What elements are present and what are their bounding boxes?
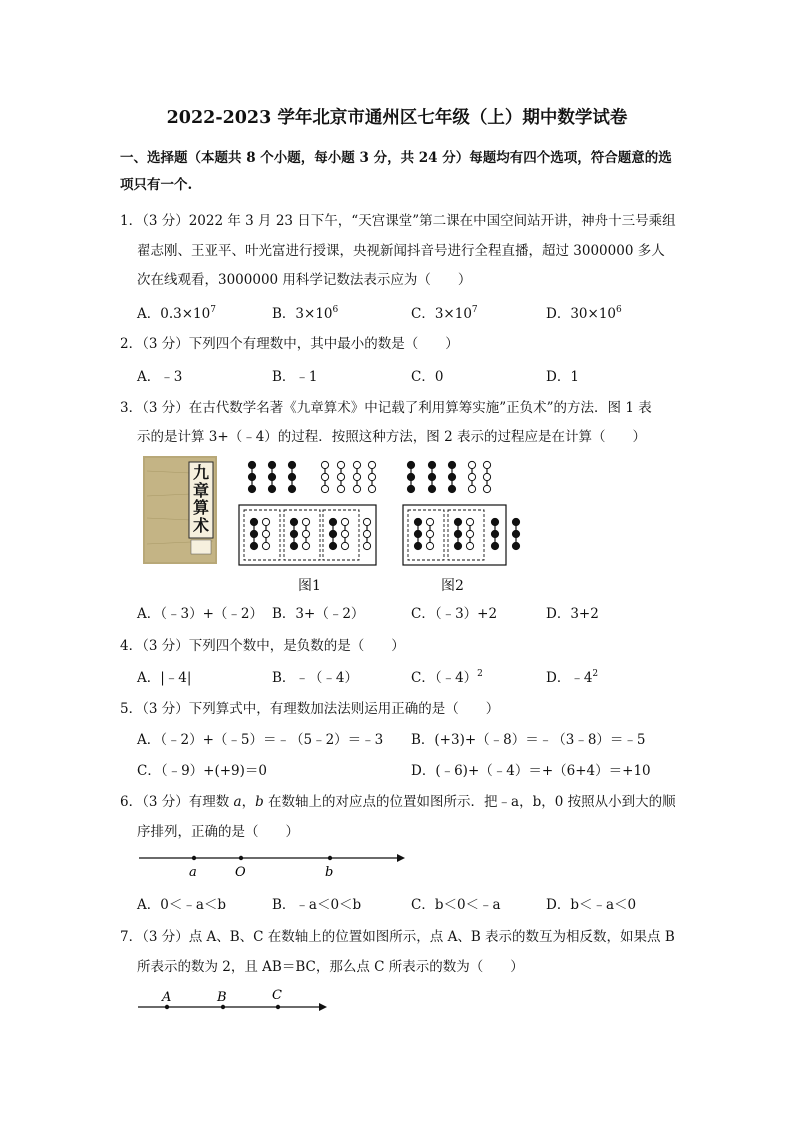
fig2-dashed-pair-0	[408, 510, 444, 560]
q1-line2: 翟志刚、王亚平、叶光富进行授课，央视新闻抖音号进行全程直播，超过 3000000 多人	[137, 243, 665, 259]
fig1-top-filled-0-bead	[248, 461, 255, 468]
fig1-top-filled-0-bead	[248, 485, 255, 492]
q1-option-b	[272, 302, 338, 322]
q2-option-a: A．﹣3	[137, 369, 183, 385]
fig2-extra-filled-outside-bead	[512, 518, 519, 525]
q6-label-b: b	[325, 865, 334, 880]
q3-option-a: A．（﹣3）+（﹣2）	[137, 606, 263, 622]
q1-option-d-text: D．30×10	[546, 306, 616, 322]
q4-option-d	[546, 666, 598, 686]
book-title: 九章算术	[192, 463, 209, 535]
fig1-top-filled-0-bead	[248, 473, 255, 480]
q3-option-d: D．3+2	[546, 606, 599, 622]
fig1-top-open-3-bead	[368, 473, 375, 480]
q7-line1: 7．（3 分）点 A、B、C 在数轴上的位置如图所示，点 A、B 表示的数互为相反数，如果点 B	[120, 929, 675, 945]
q4-option-c-exponent: 2	[477, 669, 483, 679]
figure1-label: 图1	[298, 578, 321, 594]
q1-option-a-text: A．0.3×10	[137, 306, 211, 322]
q7-line2: 所表示的数为 2，且 AB＝BC，那么点 C 所表示的数为（ ）	[137, 959, 524, 975]
fig2-pair-open-0-bead	[426, 518, 433, 525]
q6-point-b	[328, 856, 332, 860]
fig2-top-filled-2-bead	[448, 473, 455, 480]
q4-option-c	[411, 666, 483, 686]
fig1-top-filled-1-bead	[268, 485, 275, 492]
fig1-extra-open-bead	[363, 518, 370, 525]
fig1-pair-filled-0-bead	[250, 542, 257, 549]
fig1-pair-open-0-bead	[262, 518, 269, 525]
fig1-top-open-2-bead	[353, 485, 360, 492]
q5-line1: 5．（3 分）下列算式中，有理数加法法则运用正确的是（ ）	[120, 701, 500, 717]
q6-number-line-svg	[135, 846, 415, 882]
fig1-top-filled-2-bead	[288, 473, 295, 480]
fig1-top-filled-1-bead	[268, 473, 275, 480]
fig2-top-open-1-bead	[483, 473, 490, 480]
q6-var-a: a	[233, 794, 242, 810]
fig1-dashed-pair-1	[284, 510, 320, 560]
q7-label-c: C	[272, 988, 282, 1003]
q7-axis-arrow	[319, 1003, 327, 1011]
fig1-top-open-3-bead	[368, 485, 375, 492]
q1-option-b-exponent: 6	[332, 305, 339, 315]
fig2-pair-open-1-bead	[466, 542, 473, 549]
q4-option-d-exponent: 2	[592, 669, 599, 679]
q2-option-c: C．0	[411, 369, 444, 385]
fig2-top-open-0-bead	[468, 461, 475, 468]
fig1-pair-filled-1-bead	[290, 530, 297, 537]
q6-option-b: B．﹣a＜0＜b	[272, 897, 362, 913]
q1-option-a-exponent: 7	[210, 305, 216, 315]
q6-comma: ，	[241, 794, 256, 810]
fig2-top-filled-1-bead	[428, 485, 435, 492]
section-header-line2: 项只有一个.	[120, 177, 193, 193]
fig1-pair-filled-1-bead	[290, 542, 297, 549]
section-header-line1: 一、选择题（本题共 8 个小题，每小题 3 分，共 24 分）每题均有四个选项，符合题意的选	[120, 150, 672, 166]
q2-option-d: D．1	[546, 369, 579, 385]
q4-option-c-text: C．（﹣4）	[411, 670, 478, 686]
q1-option-d	[546, 302, 622, 322]
figure2-label: 图2	[441, 578, 464, 594]
fig1-pair-filled-2-bead	[329, 518, 336, 525]
q4-option-a: A．|﹣4|	[137, 670, 192, 686]
fig1-top-open-0-bead	[321, 485, 328, 492]
fig2-top-filled-2-bead	[448, 461, 455, 468]
fig1-top-filled-2-bead	[288, 485, 295, 492]
q6-axis-arrow	[397, 854, 405, 862]
fig1-top-open-3-bead	[368, 461, 375, 468]
book-cover-image	[143, 456, 217, 564]
fig1-top-open-2-bead	[353, 461, 360, 468]
q5-option-b: B．(+3)+（﹣8）＝﹣（3﹣8）＝﹣5	[411, 732, 646, 748]
q6-line1-post: 在数轴上的对应点的位置如图所示．把﹣a，b，0 按照从小到大的顺	[263, 794, 676, 810]
q7-number-line-svg	[135, 986, 335, 1018]
fig2-top-open-0-bead	[468, 485, 475, 492]
fig1-dashed-pair-0	[244, 510, 280, 560]
fig2-pair-open-0-bead	[426, 542, 433, 549]
q6-number-line	[135, 846, 415, 882]
q6-line2: 序排列，正确的是（ ）	[137, 824, 299, 840]
q6-option-a: A．0＜﹣a＜b	[137, 897, 227, 913]
q6-line1	[120, 790, 676, 810]
fig2-top-filled-0-bead	[407, 461, 414, 468]
fig1-pair-open-0-bead	[262, 542, 269, 549]
fig1-extra-open-bead	[363, 530, 370, 537]
fig2-pair-open-1-bead	[466, 530, 473, 537]
fig1-pair-open-0-bead	[262, 530, 269, 537]
fig2-extra-filled-inside-bead	[491, 542, 498, 549]
counting-rods-svg	[230, 452, 530, 572]
q6-option-c: C．b＜0＜﹣a	[411, 897, 501, 913]
fig1-pair-filled-2-bead	[329, 530, 336, 537]
fig2-pair-filled-0-bead	[414, 542, 421, 549]
fig1-top-filled-2-bead	[288, 461, 295, 468]
fig1-top-open-0-bead	[321, 473, 328, 480]
page-title: 2022-2023 学年北京市通州区七年级（上）期中数学试卷	[166, 108, 628, 128]
q5-option-d: D．(﹣6)+（﹣4）＝+（6+4）＝+10	[411, 763, 651, 779]
q1-line1: 1．（3 分）2022 年 3 月 23 日下午，“天宫课堂”第二课在中国空间站开讲，神舟十三号乘组	[120, 213, 676, 229]
q5-option-c: C．（﹣9）+(+9)＝0	[137, 763, 268, 779]
fig1-pair-open-2-bead	[341, 542, 348, 549]
q3-option-c: C．（﹣3）+2	[411, 606, 498, 622]
fig1-pair-open-1-bead	[302, 530, 309, 537]
q1-line3: 次在线观看，3000000 用科学记数法表示应为（ ）	[137, 272, 472, 288]
q2-line1: 2．（3 分）下列四个有理数中，其中最小的数是（ ）	[120, 336, 459, 352]
fig1-top-open-0-bead	[321, 461, 328, 468]
fig1-pair-filled-0-bead	[250, 530, 257, 537]
fig2-top-filled-0-bead	[407, 473, 414, 480]
fig2-pair-filled-1-bead	[454, 518, 461, 525]
fig1-top-open-1-bead	[337, 485, 344, 492]
fig1-top-open-2-bead	[353, 473, 360, 480]
q7-label-a: A	[162, 990, 172, 1005]
q6-point-o	[239, 856, 243, 860]
fig2-pair-filled-0-bead	[414, 518, 421, 525]
fig1-dashed-pair-2	[323, 510, 359, 560]
fig2-top-open-1-bead	[483, 485, 490, 492]
q1-option-c-text: C．3×10	[411, 306, 472, 322]
q3-option-b: B．3+（﹣2）	[272, 606, 365, 622]
q4-option-d-text: D．﹣4	[546, 670, 593, 686]
q6-label-o: O	[235, 865, 246, 880]
fig2-dashed-pair-1	[448, 510, 484, 560]
q1-option-d-exponent: 6	[616, 305, 622, 315]
q7-point-a	[165, 1005, 169, 1009]
q4-option-b: B．﹣（﹣4）	[272, 670, 359, 686]
fig2-pair-filled-0-bead	[414, 530, 421, 537]
fig2-extra-filled-inside-bead	[491, 530, 498, 537]
fig2-pair-open-0-bead	[426, 530, 433, 537]
q6-point-a	[192, 856, 196, 860]
q1-option-c	[411, 302, 478, 322]
fig2-pair-filled-1-bead	[454, 542, 461, 549]
q7-number-line	[135, 986, 335, 1018]
q1-option-c-exponent: 7	[471, 305, 478, 315]
q7-point-c	[276, 1005, 280, 1009]
counting-rods-figure	[230, 452, 530, 572]
q6-option-d: D．b＜﹣a＜0	[546, 897, 637, 913]
q6-line1-pre: 6．（3 分）有理数	[120, 794, 234, 810]
fig1-pair-filled-2-bead	[329, 542, 336, 549]
fig1-top-filled-1-bead	[268, 461, 275, 468]
q6-label-a: a	[189, 865, 197, 880]
q5-option-a: A．（﹣2）+（﹣5）＝﹣（5﹣2）＝﹣3	[137, 732, 384, 748]
fig1-pair-open-1-bead	[302, 518, 309, 525]
fig2-top-filled-2-bead	[448, 485, 455, 492]
fig2-top-open-0-bead	[468, 473, 475, 480]
fig2-pair-filled-1-bead	[454, 530, 461, 537]
fig1-pair-open-1-bead	[302, 542, 309, 549]
q3-line2: 示的是计算 3+（﹣4）的过程．按照这种方法，图 2 表示的过程应是在计算（ ）	[137, 429, 646, 445]
fig2-extra-filled-inside-bead	[491, 518, 498, 525]
fig2-top-filled-1-bead	[428, 461, 435, 468]
q7-label-b: B	[217, 990, 227, 1005]
fig2-top-open-1-bead	[483, 461, 490, 468]
q2-option-b: B．﹣1	[272, 369, 318, 385]
fig1-extra-open-bead	[363, 542, 370, 549]
fig1-top-open-1-bead	[337, 461, 344, 468]
q1-option-b-text: B．3×10	[272, 306, 333, 322]
fig2-pair-open-1-bead	[466, 518, 473, 525]
fig1-pair-open-2-bead	[341, 530, 348, 537]
fig2-top-filled-0-bead	[407, 485, 414, 492]
q3-line1: 3．（3 分）在古代数学名著《九章算术》中记载了利用算筹实施”正负术”的方法．图 1 表	[120, 400, 652, 416]
fig2-top-filled-1-bead	[428, 473, 435, 480]
fig1-pair-filled-0-bead	[250, 518, 257, 525]
fig2-extra-filled-outside-bead	[512, 542, 519, 549]
fig1-pair-open-2-bead	[341, 518, 348, 525]
q6-var-b: b	[255, 794, 264, 810]
fig1-pair-filled-1-bead	[290, 518, 297, 525]
fig2-extra-filled-outside-bead	[512, 530, 519, 537]
q7-point-b	[221, 1005, 225, 1009]
fig1-top-open-1-bead	[337, 473, 344, 480]
q4-line1: 4．（3 分）下列四个数中，是负数的是（ ）	[120, 638, 405, 654]
q1-option-a	[137, 302, 216, 322]
